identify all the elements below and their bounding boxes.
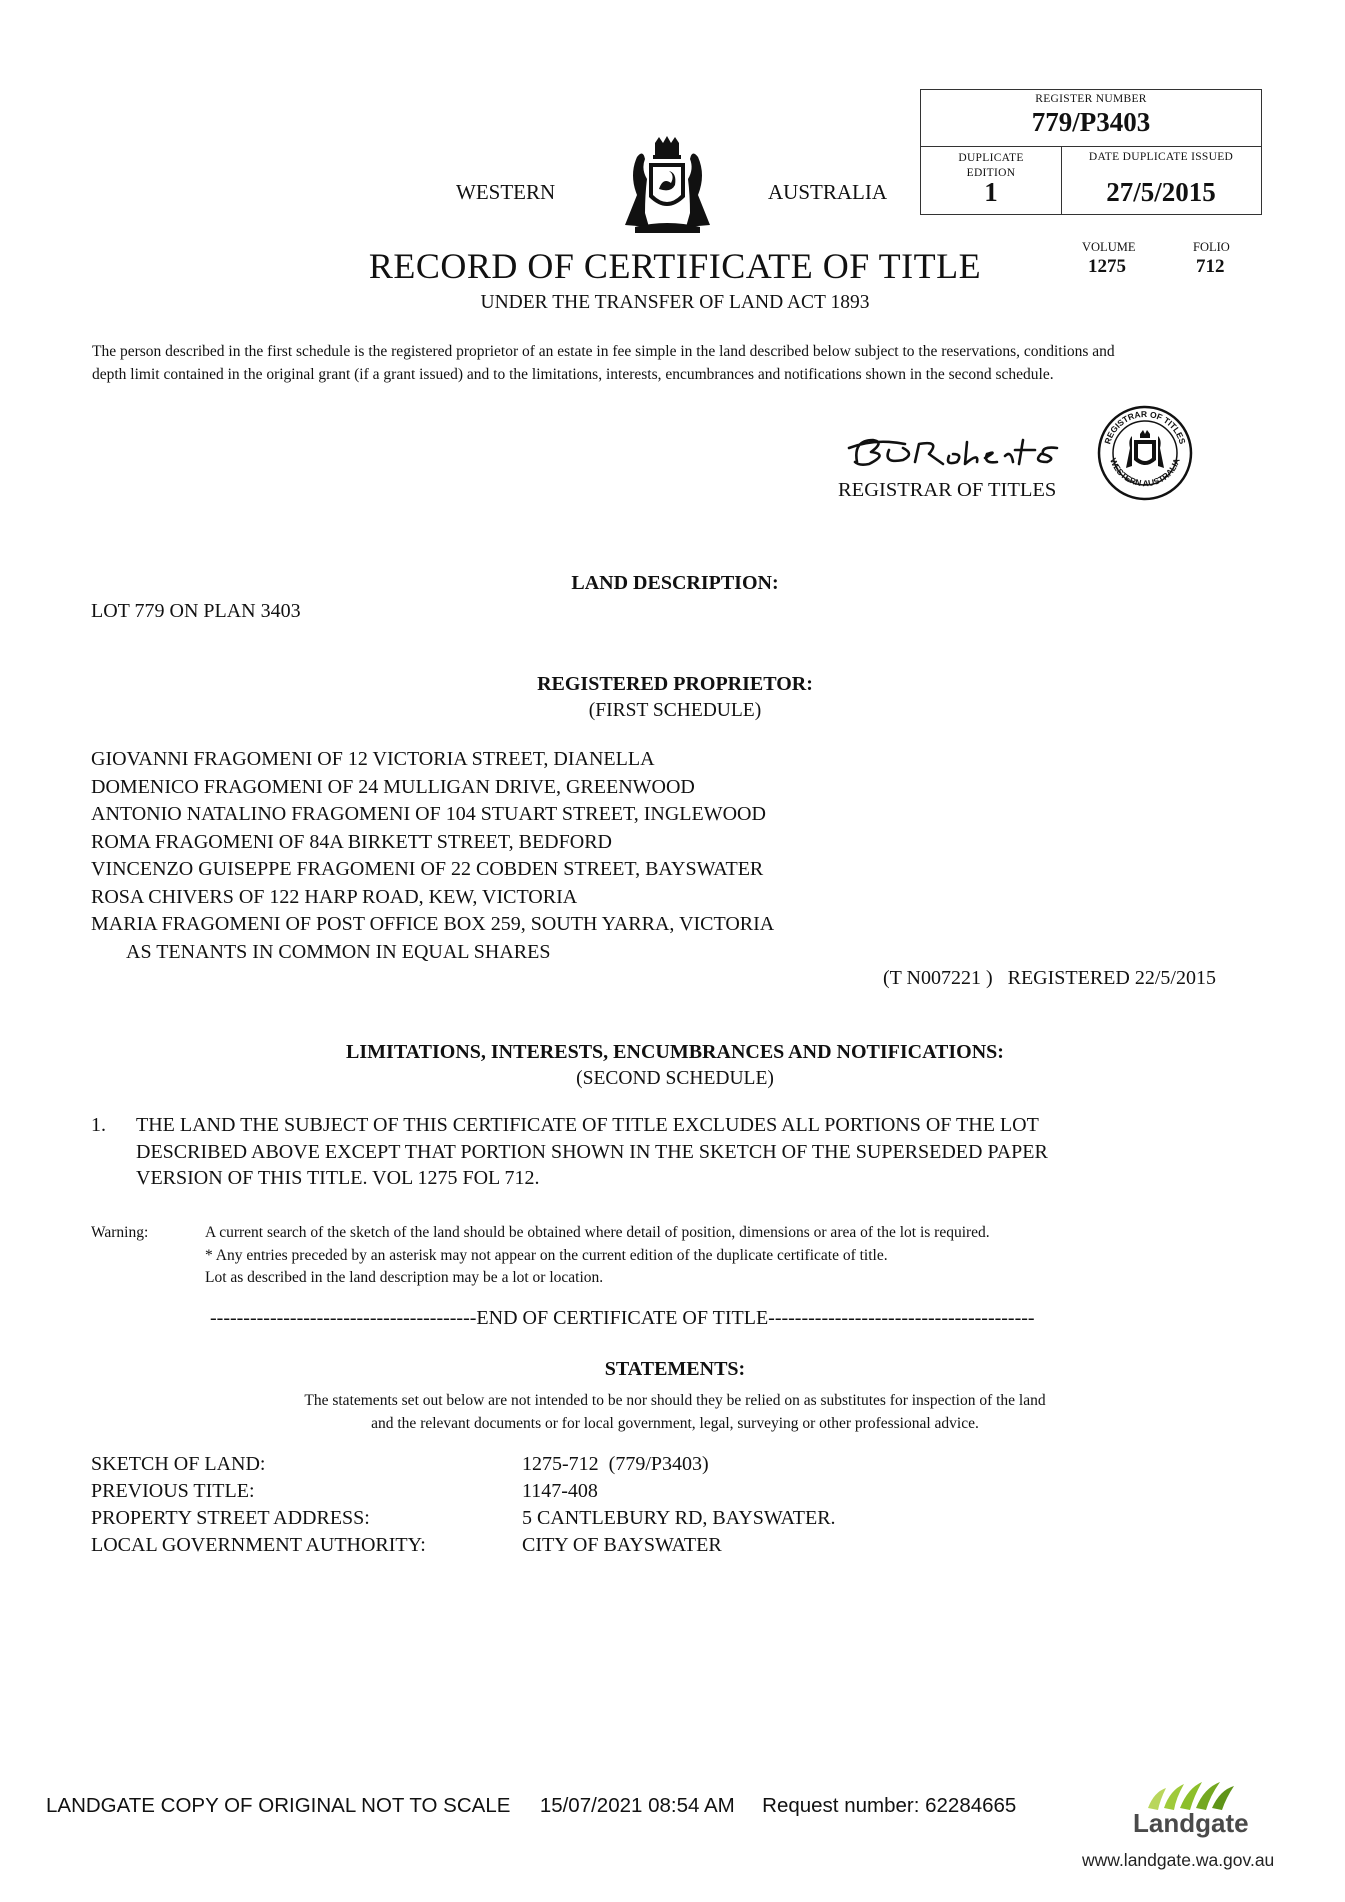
- footer-copy-note: [46, 1794, 1016, 1818]
- warning-line: A current search of the sketch of the land should be obtained where detail of position, dimensions or area of the lot is required.: [205, 1224, 990, 1241]
- date-duplicate-issued: 27/5/2015: [1106, 177, 1216, 207]
- registration-reference: (T N007221 ) REGISTERED 22/5/2015: [883, 967, 1216, 989]
- tenancy-line: AS TENANTS IN COMMON IN EQUAL SHARES: [126, 940, 551, 963]
- register-number-cell: [921, 90, 1261, 147]
- date-duplicate-issued-cell: [1061, 146, 1261, 214]
- duplicate-edition: 1: [984, 177, 998, 207]
- folio-label: FOLIO: [1193, 240, 1230, 254]
- first-schedule-subheading: (FIRST SCHEDULE): [588, 700, 762, 721]
- statements-note-line: and the relevant documents or for local government, legal, surveying or other professional advice.: [371, 1415, 979, 1432]
- registered-proprietor-heading: REGISTERED PROPRIETOR:: [537, 673, 813, 695]
- statement-value: 1275-712 (779/P3403): [522, 1453, 709, 1475]
- proprietor-line: ROSA CHIVERS OF 122 HARP ROAD, KEW, VICTORIA: [91, 885, 578, 908]
- land-description-heading: LAND DESCRIPTION:: [571, 572, 779, 594]
- date-duplicate-issued-label: DATE DUPLICATE ISSUED: [1088, 151, 1234, 163]
- folio-value: 712: [1196, 256, 1225, 277]
- end-of-certificate-line: ----------------------------------------END OF CERTIFICATE OF TITLE----------------------------------------: [210, 1307, 1035, 1329]
- statement-value: CITY OF BAYSWATER: [522, 1534, 722, 1556]
- state-right: AUSTRALIA: [768, 180, 887, 204]
- document-title: RECORD OF CERTIFICATE OF TITLE: [368, 246, 982, 286]
- encumbrance-line: THE LAND THE SUBJECT OF THIS CERTIFICATE OF TITLE EXCLUDES ALL PORTIONS OF THE LOT: [136, 1114, 1039, 1136]
- footer-timestamp: 15/07/2021 08:54 AM: [539, 1794, 735, 1817]
- proprietor-line: GIOVANNI FRAGOMENI OF 12 VICTORIA STREET, DIANELLA: [91, 748, 655, 770]
- statement-value: 5 CANTLEBURY RD, BAYSWATER.: [522, 1507, 836, 1529]
- statement-key: SKETCH OF LAND:: [91, 1453, 266, 1475]
- proprietor-line: MARIA FRAGOMENI OF POST OFFICE BOX 259, SOUTH YARRA, VICTORIA: [91, 913, 775, 935]
- register-number-label: REGISTER NUMBER: [1035, 93, 1147, 105]
- seal-text-bottom: WESTERN AUSTRALIA: [1108, 456, 1182, 489]
- register-number: 779/P3403: [1031, 107, 1151, 137]
- statement-key: PROPERTY STREET ADDRESS:: [91, 1507, 370, 1529]
- warning-line: * Any entries preceded by an asterisk may not appear on the current edition of the duplicate certificate of title.: [205, 1246, 888, 1264]
- proprietor-line: ANTONIO NATALINO FRAGOMENI OF 104 STUART STREET, INGLEWOOD: [91, 803, 766, 825]
- warning-line: Lot as described in the land description may be a lot or location.: [205, 1269, 604, 1286]
- encumbrance-line: DESCRIBED ABOVE EXCEPT THAT PORTION SHOWN IN THE SKETCH OF THE SUPERSEDED PAPER: [136, 1140, 1048, 1163]
- proprietor-line: ROMA FRAGOMENI OF 84A BIRKETT STREET, BEDFORD: [91, 830, 612, 853]
- preamble-text: The person described in the first schedule is the registered proprietor of an estate in fee simple in the land described below subject to the reservations, conditions and depth limit contained in the original grant (if a grant issued) and to the limitations, interests, encumbrances and notifications shown in the second schedule.: [92, 343, 1115, 383]
- state-left: WESTERN: [456, 180, 556, 204]
- encumbrance-text: [136, 1112, 1236, 1192]
- document-subtitle: UNDER THE TRANSFER OF LAND ACT 1893: [480, 292, 870, 313]
- duplicate-edition-cell: [921, 146, 1062, 214]
- encumbrance-number: 1.: [91, 1114, 106, 1136]
- statement-key: PREVIOUS TITLE:: [91, 1480, 255, 1502]
- land-description-value: LOT 779 ON PLAN 3403: [91, 600, 301, 622]
- registrar-seal-icon: [1096, 404, 1194, 502]
- landgate-url: www.landgate.wa.gov.au: [1082, 1850, 1275, 1870]
- registrar-signature: [845, 432, 1075, 472]
- second-schedule-subheading: (SECOND SCHEDULE): [576, 1068, 774, 1089]
- statement-value: 1147-408: [522, 1480, 598, 1502]
- duplicate-edition-label-2: EDITION: [966, 167, 1016, 179]
- coat-of-arms-icon: [615, 135, 720, 240]
- volume-value: 1275: [1088, 256, 1126, 277]
- seal-text-top: REGISTRAR OF TITLES: [1102, 408, 1188, 446]
- register-box: [920, 89, 1262, 215]
- warning-label: Warning:: [91, 1224, 149, 1241]
- statements-note: [150, 1389, 1200, 1435]
- encumbrance-line: VERSION OF THIS TITLE. VOL 1275 FOL 712.: [136, 1167, 540, 1189]
- proprietor-line: VINCENZO GUISEPPE FRAGOMENI OF 22 COBDEN STREET, BAYSWATER: [91, 858, 764, 880]
- statements-note-line: The statements set out below are not intended to be nor should they be relied on as substitutes for inspection of the land: [304, 1392, 1046, 1409]
- statements-heading: STATEMENTS:: [604, 1358, 746, 1380]
- second-schedule-heading: LIMITATIONS, INTERESTS, ENCUMBRANCES AND NOTIFICATIONS:: [346, 1041, 1004, 1063]
- request-number: 62284665: [925, 1794, 1017, 1817]
- duplicate-edition-label-1: DUPLICATE: [958, 152, 1024, 164]
- copy-note: LANDGATE COPY OF ORIGINAL NOT TO SCALE: [46, 1794, 511, 1817]
- proprietor-list: [91, 746, 1091, 966]
- registrar-title: REGISTRAR OF TITLES: [838, 479, 1057, 501]
- warning-text: [205, 1222, 1205, 1290]
- proprietor-line: DOMENICO FRAGOMENI OF 24 MULLIGAN DRIVE, GREENWOOD: [91, 775, 695, 798]
- statement-key: LOCAL GOVERNMENT AUTHORITY:: [91, 1534, 426, 1556]
- request-label: Request number:: [762, 1794, 920, 1817]
- volume-label: VOLUME: [1082, 240, 1136, 254]
- landgate-brand-name: Landgate: [1133, 1808, 1249, 1838]
